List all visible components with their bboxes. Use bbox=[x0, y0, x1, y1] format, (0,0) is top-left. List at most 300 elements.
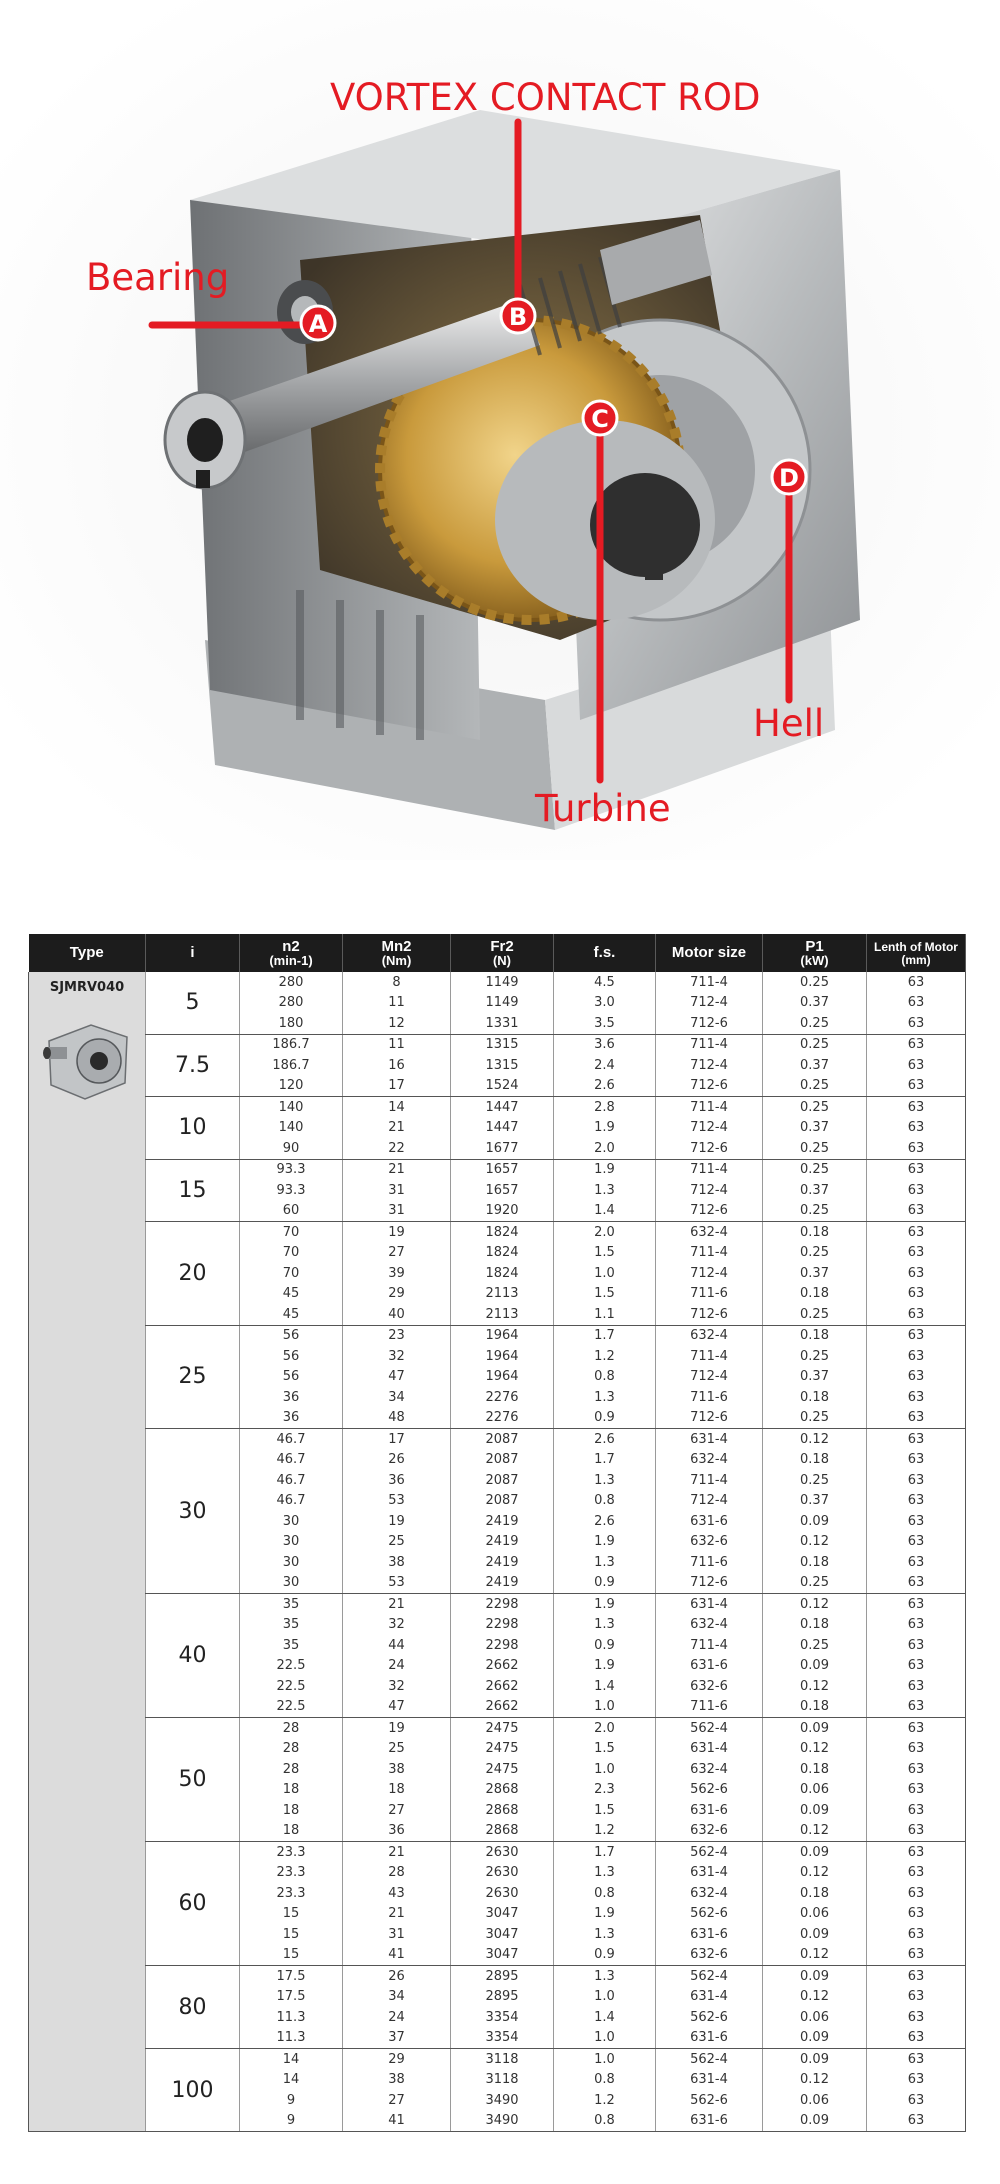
mn2-cell: 32 bbox=[343, 1676, 451, 1697]
fr2-cell: 1524 bbox=[451, 1076, 554, 1097]
motor-length-cell: 63 bbox=[867, 1408, 966, 1429]
header-p1 bbox=[763, 934, 867, 972]
motor-size-cell: 631-4 bbox=[656, 1739, 763, 1760]
fr2-cell: 2662 bbox=[451, 1697, 554, 1718]
n2-cell: 14 bbox=[240, 2049, 343, 2070]
ratio-cell: 50 bbox=[146, 1718, 240, 1842]
n2-cell: 17.5 bbox=[240, 1987, 343, 2008]
motor-size-cell: 712-6 bbox=[656, 1573, 763, 1594]
p1-cell: 0.09 bbox=[763, 2028, 867, 2049]
motor-size-cell: 711-6 bbox=[656, 1387, 763, 1408]
p1-cell: 0.09 bbox=[763, 2111, 867, 2132]
n2-cell: 70 bbox=[240, 1263, 343, 1284]
mn2-cell: 31 bbox=[343, 1924, 451, 1945]
motor-size-cell: 712-4 bbox=[656, 1118, 763, 1139]
n2-cell: 46.7 bbox=[240, 1429, 343, 1450]
n2-cell: 56 bbox=[240, 1325, 343, 1346]
ratio-cell: 100 bbox=[146, 2049, 240, 2132]
n2-cell: 140 bbox=[240, 1118, 343, 1139]
motor-length-cell: 63 bbox=[867, 2111, 966, 2132]
motor-length-cell: 63 bbox=[867, 1718, 966, 1739]
fr2-cell: 1149 bbox=[451, 972, 554, 993]
fr2-cell: 2662 bbox=[451, 1676, 554, 1697]
header-n2 bbox=[240, 934, 343, 972]
marker-b-label: B bbox=[508, 303, 528, 331]
p1-cell: 0.12 bbox=[763, 1676, 867, 1697]
spec-table bbox=[28, 934, 966, 2132]
motor-length-cell: 63 bbox=[867, 1470, 966, 1491]
fr2-cell: 2868 bbox=[451, 1821, 554, 1842]
motor-size-cell: 711-6 bbox=[656, 1284, 763, 1305]
motor-size-cell: 712-4 bbox=[656, 1180, 763, 1201]
motor-size-cell: 562-6 bbox=[656, 2090, 763, 2111]
n2-cell: 90 bbox=[240, 1138, 343, 1159]
motor-length-cell: 63 bbox=[867, 1346, 966, 1367]
motor-size-cell: 562-4 bbox=[656, 1842, 763, 1863]
fs-cell: 1.5 bbox=[554, 1739, 656, 1760]
n2-cell: 9 bbox=[240, 2090, 343, 2111]
p1-cell: 0.25 bbox=[763, 1304, 867, 1325]
motor-length-cell: 63 bbox=[867, 1883, 966, 1904]
fs-cell: 1.3 bbox=[554, 1924, 656, 1945]
n2-cell: 56 bbox=[240, 1346, 343, 1367]
fr2-cell: 2087 bbox=[451, 1429, 554, 1450]
fr2-cell: 1331 bbox=[451, 1013, 554, 1034]
fs-cell: 1.9 bbox=[554, 1118, 656, 1139]
n2-cell: 11.3 bbox=[240, 2007, 343, 2028]
mn2-cell: 22 bbox=[343, 1138, 451, 1159]
motor-length-cell: 63 bbox=[867, 1800, 966, 1821]
table-row bbox=[29, 1594, 966, 1615]
motor-size-cell: 632-6 bbox=[656, 1532, 763, 1553]
n2-cell: 30 bbox=[240, 1532, 343, 1553]
motor-length-cell: 63 bbox=[867, 1243, 966, 1264]
p1-cell: 0.37 bbox=[763, 1491, 867, 1512]
header-motor-length-unit: (mm) bbox=[901, 952, 931, 967]
header-n2-unit: (min-1) bbox=[269, 952, 313, 968]
header-p1-unit: (kW) bbox=[800, 952, 829, 968]
fs-cell: 2.0 bbox=[554, 1138, 656, 1159]
table-row bbox=[29, 1966, 966, 1987]
mn2-cell: 21 bbox=[343, 1118, 451, 1139]
fr2-cell: 3118 bbox=[451, 2070, 554, 2091]
fs-cell: 2.6 bbox=[554, 1076, 656, 1097]
n2-cell: 45 bbox=[240, 1304, 343, 1325]
n2-cell: 35 bbox=[240, 1635, 343, 1656]
fr2-cell: 3354 bbox=[451, 2007, 554, 2028]
table-row bbox=[29, 1034, 966, 1055]
fr2-cell: 1447 bbox=[451, 1118, 554, 1139]
n2-cell: 22.5 bbox=[240, 1676, 343, 1697]
p1-cell: 0.37 bbox=[763, 1055, 867, 1076]
fr2-cell: 2630 bbox=[451, 1863, 554, 1884]
mn2-cell: 47 bbox=[343, 1367, 451, 1388]
n2-cell: 17.5 bbox=[240, 1966, 343, 1987]
motor-length-cell: 63 bbox=[867, 1222, 966, 1243]
fs-cell: 1.3 bbox=[554, 1863, 656, 1884]
mn2-cell: 48 bbox=[343, 1408, 451, 1429]
motor-size-cell: 712-6 bbox=[656, 1076, 763, 1097]
motor-length-cell: 63 bbox=[867, 993, 966, 1014]
motor-length-cell: 63 bbox=[867, 1739, 966, 1760]
header-fs: f.s. bbox=[554, 934, 656, 972]
mn2-cell: 34 bbox=[343, 1987, 451, 2008]
p1-cell: 0.25 bbox=[763, 1346, 867, 1367]
header-motor-length bbox=[867, 934, 966, 972]
p1-cell: 0.12 bbox=[763, 2070, 867, 2091]
mn2-cell: 27 bbox=[343, 1243, 451, 1264]
header-n2-label: n2 bbox=[282, 937, 300, 955]
motor-length-cell: 63 bbox=[867, 1635, 966, 1656]
motor-length-cell: 63 bbox=[867, 1552, 966, 1573]
motor-length-cell: 63 bbox=[867, 1138, 966, 1159]
mn2-cell: 11 bbox=[343, 1034, 451, 1055]
motor-length-cell: 63 bbox=[867, 1780, 966, 1801]
motor-length-cell: 63 bbox=[867, 1676, 966, 1697]
n2-cell: 70 bbox=[240, 1243, 343, 1264]
p1-cell: 0.25 bbox=[763, 1097, 867, 1118]
mn2-cell: 29 bbox=[343, 1284, 451, 1305]
fr2-cell: 1964 bbox=[451, 1325, 554, 1346]
motor-size-cell: 711-4 bbox=[656, 1097, 763, 1118]
mn2-cell: 40 bbox=[343, 1304, 451, 1325]
fr2-cell: 2087 bbox=[451, 1450, 554, 1471]
motor-length-cell: 63 bbox=[867, 1097, 966, 1118]
fs-cell: 1.9 bbox=[554, 1904, 656, 1925]
marker-d-label: D bbox=[779, 464, 799, 492]
p1-cell: 0.09 bbox=[763, 1842, 867, 1863]
callout-vortex-contact-rod: VORTEX CONTACT ROD bbox=[330, 76, 761, 119]
ratio-cell: 40 bbox=[146, 1594, 240, 1718]
fr2-cell: 2419 bbox=[451, 1511, 554, 1532]
motor-length-cell: 63 bbox=[867, 1821, 966, 1842]
fs-cell: 1.0 bbox=[554, 2049, 656, 2070]
motor-length-cell: 63 bbox=[867, 1034, 966, 1055]
p1-cell: 0.09 bbox=[763, 1656, 867, 1677]
fr2-cell: 1920 bbox=[451, 1201, 554, 1222]
mn2-cell: 16 bbox=[343, 1055, 451, 1076]
fs-cell: 1.4 bbox=[554, 2007, 656, 2028]
motor-size-cell: 712-4 bbox=[656, 1491, 763, 1512]
n2-cell: 45 bbox=[240, 1284, 343, 1305]
fr2-cell: 2475 bbox=[451, 1739, 554, 1760]
fs-cell: 0.8 bbox=[554, 2111, 656, 2132]
motor-length-cell: 63 bbox=[867, 2007, 966, 2028]
motor-length-cell: 63 bbox=[867, 1429, 966, 1450]
p1-cell: 0.12 bbox=[763, 1821, 867, 1842]
mn2-cell: 18 bbox=[343, 1780, 451, 1801]
p1-cell: 0.37 bbox=[763, 993, 867, 1014]
mn2-cell: 21 bbox=[343, 1159, 451, 1180]
n2-cell: 18 bbox=[240, 1821, 343, 1842]
n2-cell: 36 bbox=[240, 1408, 343, 1429]
n2-cell: 18 bbox=[240, 1800, 343, 1821]
type-name: SJMRV040 bbox=[49, 980, 125, 995]
fs-cell: 1.9 bbox=[554, 1656, 656, 1677]
mn2-cell: 23 bbox=[343, 1325, 451, 1346]
n2-cell: 15 bbox=[240, 1945, 343, 1966]
motor-size-cell: 711-4 bbox=[656, 1470, 763, 1491]
table-row bbox=[29, 1222, 966, 1243]
mn2-cell: 19 bbox=[343, 1718, 451, 1739]
fs-cell: 2.8 bbox=[554, 1097, 656, 1118]
fr2-cell: 1824 bbox=[451, 1222, 554, 1243]
motor-size-cell: 712-6 bbox=[656, 1408, 763, 1429]
motor-length-cell: 63 bbox=[867, 1945, 966, 1966]
motor-length-cell: 63 bbox=[867, 1511, 966, 1532]
mn2-cell: 25 bbox=[343, 1532, 451, 1553]
n2-cell: 15 bbox=[240, 1904, 343, 1925]
motor-size-cell: 562-4 bbox=[656, 1718, 763, 1739]
mn2-cell: 32 bbox=[343, 1346, 451, 1367]
n2-cell: 46.7 bbox=[240, 1491, 343, 1512]
callout-bearing: Bearing bbox=[86, 256, 230, 299]
fr2-cell: 2895 bbox=[451, 1966, 554, 1987]
n2-cell: 30 bbox=[240, 1511, 343, 1532]
fs-cell: 1.1 bbox=[554, 1304, 656, 1325]
fr2-cell: 1824 bbox=[451, 1243, 554, 1264]
n2-cell: 11.3 bbox=[240, 2028, 343, 2049]
n2-cell: 280 bbox=[240, 972, 343, 993]
p1-cell: 0.18 bbox=[763, 1883, 867, 1904]
fs-cell: 1.9 bbox=[554, 1159, 656, 1180]
motor-size-cell: 711-4 bbox=[656, 1243, 763, 1264]
motor-size-cell: 711-4 bbox=[656, 1159, 763, 1180]
fs-cell: 1.9 bbox=[554, 1532, 656, 1553]
fr2-cell: 3047 bbox=[451, 1904, 554, 1925]
mn2-cell: 12 bbox=[343, 1013, 451, 1034]
n2-cell: 28 bbox=[240, 1718, 343, 1739]
p1-cell: 0.18 bbox=[763, 1450, 867, 1471]
ratio-cell: 80 bbox=[146, 1966, 240, 2049]
mn2-cell: 8 bbox=[343, 972, 451, 993]
p1-cell: 0.25 bbox=[763, 1408, 867, 1429]
ratio-cell: 20 bbox=[146, 1222, 240, 1326]
mn2-cell: 34 bbox=[343, 1387, 451, 1408]
mn2-cell: 19 bbox=[343, 1222, 451, 1243]
n2-cell: 30 bbox=[240, 1573, 343, 1594]
header-fr2-label: Fr2 bbox=[490, 937, 514, 955]
n2-cell: 15 bbox=[240, 1924, 343, 1945]
motor-length-cell: 63 bbox=[867, 1594, 966, 1615]
fs-cell: 1.3 bbox=[554, 1552, 656, 1573]
ratio-cell: 7.5 bbox=[146, 1034, 240, 1097]
fr2-cell: 3354 bbox=[451, 2028, 554, 2049]
ratio-cell: 10 bbox=[146, 1097, 240, 1160]
ratio-cell: 15 bbox=[146, 1159, 240, 1222]
p1-cell: 0.12 bbox=[763, 1945, 867, 1966]
n2-cell: 23.3 bbox=[240, 1883, 343, 1904]
motor-size-cell: 562-6 bbox=[656, 1780, 763, 1801]
motor-size-cell: 632-4 bbox=[656, 1615, 763, 1636]
fr2-cell: 2868 bbox=[451, 1780, 554, 1801]
mn2-cell: 21 bbox=[343, 1904, 451, 1925]
motor-length-cell: 63 bbox=[867, 2028, 966, 2049]
motor-size-cell: 711-4 bbox=[656, 1346, 763, 1367]
header-mn2-unit: (Nm) bbox=[381, 952, 412, 968]
fs-cell: 1.3 bbox=[554, 1180, 656, 1201]
n2-cell: 23.3 bbox=[240, 1863, 343, 1884]
n2-cell: 22.5 bbox=[240, 1697, 343, 1718]
motor-size-cell: 711-6 bbox=[656, 1552, 763, 1573]
n2-cell: 60 bbox=[240, 1201, 343, 1222]
fs-cell: 0.9 bbox=[554, 1945, 656, 1966]
fs-cell: 0.9 bbox=[554, 1408, 656, 1429]
mn2-cell: 14 bbox=[343, 1097, 451, 1118]
mn2-cell: 53 bbox=[343, 1573, 451, 1594]
n2-cell: 140 bbox=[240, 1097, 343, 1118]
fs-cell: 2.6 bbox=[554, 1429, 656, 1450]
header-motor-length-label: Lenth of Motor bbox=[874, 939, 958, 954]
spec-table-body bbox=[29, 972, 966, 2132]
mn2-cell: 41 bbox=[343, 2111, 451, 2132]
n2-cell: 93.3 bbox=[240, 1159, 343, 1180]
motor-length-cell: 63 bbox=[867, 1367, 966, 1388]
motor-size-cell: 712-6 bbox=[656, 1138, 763, 1159]
motor-size-cell: 712-6 bbox=[656, 1013, 763, 1034]
fs-cell: 3.6 bbox=[554, 1034, 656, 1055]
fr2-cell: 1149 bbox=[451, 993, 554, 1014]
table-row bbox=[29, 1097, 966, 1118]
mn2-cell: 29 bbox=[343, 2049, 451, 2070]
motor-size-cell: 711-6 bbox=[656, 1697, 763, 1718]
fr2-cell: 3118 bbox=[451, 2049, 554, 2070]
motor-length-cell: 63 bbox=[867, 1656, 966, 1677]
mn2-cell: 27 bbox=[343, 2090, 451, 2111]
table-row bbox=[29, 2049, 966, 2070]
motor-length-cell: 63 bbox=[867, 1013, 966, 1034]
marker-a-label: A bbox=[308, 310, 328, 338]
motor-length-cell: 63 bbox=[867, 2049, 966, 2070]
mn2-cell: 47 bbox=[343, 1697, 451, 1718]
fr2-cell: 2276 bbox=[451, 1387, 554, 1408]
fs-cell: 1.5 bbox=[554, 1243, 656, 1264]
gearbox-thumbnail-icon bbox=[41, 1011, 133, 1103]
motor-length-cell: 63 bbox=[867, 1387, 966, 1408]
mn2-cell: 36 bbox=[343, 1470, 451, 1491]
mn2-cell: 37 bbox=[343, 2028, 451, 2049]
n2-cell: 36 bbox=[240, 1387, 343, 1408]
n2-cell: 93.3 bbox=[240, 1180, 343, 1201]
n2-cell: 280 bbox=[240, 993, 343, 1014]
gearbox-illustration bbox=[0, 0, 1000, 860]
fr2-cell: 1657 bbox=[451, 1159, 554, 1180]
motor-length-cell: 63 bbox=[867, 1615, 966, 1636]
marker-c-label: C bbox=[591, 405, 609, 433]
p1-cell: 0.18 bbox=[763, 1697, 867, 1718]
p1-cell: 0.37 bbox=[763, 1367, 867, 1388]
n2-cell: 35 bbox=[240, 1594, 343, 1615]
mn2-cell: 17 bbox=[343, 1076, 451, 1097]
table-row bbox=[29, 972, 966, 993]
mn2-cell: 28 bbox=[343, 1863, 451, 1884]
mn2-cell: 36 bbox=[343, 1821, 451, 1842]
motor-size-cell: 562-6 bbox=[656, 1904, 763, 1925]
callout-hell: Hell bbox=[753, 702, 825, 745]
table-row bbox=[29, 1429, 966, 1450]
fr2-cell: 3047 bbox=[451, 1924, 554, 1945]
ratio-cell: 60 bbox=[146, 1842, 240, 1966]
p1-cell: 0.25 bbox=[763, 1243, 867, 1264]
motor-size-cell: 631-6 bbox=[656, 2028, 763, 2049]
motor-size-cell: 712-4 bbox=[656, 1263, 763, 1284]
fr2-cell: 2868 bbox=[451, 1800, 554, 1821]
mn2-cell: 31 bbox=[343, 1180, 451, 1201]
type-cell bbox=[29, 972, 146, 2132]
fs-cell: 2.0 bbox=[554, 1222, 656, 1243]
fr2-cell: 2419 bbox=[451, 1552, 554, 1573]
fs-cell: 0.9 bbox=[554, 1635, 656, 1656]
p1-cell: 0.06 bbox=[763, 2007, 867, 2028]
motor-length-cell: 63 bbox=[867, 1450, 966, 1471]
mn2-cell: 27 bbox=[343, 1800, 451, 1821]
motor-size-cell: 631-4 bbox=[656, 2070, 763, 2091]
fr2-cell: 2419 bbox=[451, 1573, 554, 1594]
fr2-cell: 2475 bbox=[451, 1759, 554, 1780]
p1-cell: 0.25 bbox=[763, 1076, 867, 1097]
mn2-cell: 44 bbox=[343, 1635, 451, 1656]
ratio-cell: 25 bbox=[146, 1325, 240, 1429]
motor-length-cell: 63 bbox=[867, 1491, 966, 1512]
header-type: Type bbox=[29, 934, 146, 972]
fr2-cell: 1315 bbox=[451, 1055, 554, 1076]
motor-size-cell: 631-6 bbox=[656, 1924, 763, 1945]
fs-cell: 0.8 bbox=[554, 1367, 656, 1388]
fs-cell: 1.7 bbox=[554, 1842, 656, 1863]
motor-length-cell: 63 bbox=[867, 1904, 966, 1925]
motor-size-cell: 631-6 bbox=[656, 1656, 763, 1677]
fs-cell: 1.3 bbox=[554, 1615, 656, 1636]
table-row bbox=[29, 1842, 966, 1863]
fr2-cell: 3490 bbox=[451, 2111, 554, 2132]
table-row bbox=[29, 1325, 966, 1346]
fr2-cell: 3490 bbox=[451, 2090, 554, 2111]
motor-size-cell: 631-4 bbox=[656, 1594, 763, 1615]
p1-cell: 0.12 bbox=[763, 1863, 867, 1884]
fs-cell: 1.2 bbox=[554, 1821, 656, 1842]
motor-length-cell: 63 bbox=[867, 1201, 966, 1222]
mn2-cell: 38 bbox=[343, 2070, 451, 2091]
p1-cell: 0.09 bbox=[763, 1924, 867, 1945]
p1-cell: 0.25 bbox=[763, 1138, 867, 1159]
n2-cell: 30 bbox=[240, 1552, 343, 1573]
p1-cell: 0.12 bbox=[763, 1739, 867, 1760]
motor-length-cell: 63 bbox=[867, 1118, 966, 1139]
motor-length-cell: 63 bbox=[867, 1159, 966, 1180]
n2-cell: 18 bbox=[240, 1780, 343, 1801]
header-p1-label: P1 bbox=[805, 937, 824, 955]
header-fr2 bbox=[451, 934, 554, 972]
mn2-cell: 17 bbox=[343, 1429, 451, 1450]
fs-cell: 1.3 bbox=[554, 1387, 656, 1408]
p1-cell: 0.25 bbox=[763, 1159, 867, 1180]
mn2-cell: 19 bbox=[343, 1511, 451, 1532]
p1-cell: 0.12 bbox=[763, 1594, 867, 1615]
n2-cell: 28 bbox=[240, 1759, 343, 1780]
motor-size-cell: 631-6 bbox=[656, 1800, 763, 1821]
p1-cell: 0.12 bbox=[763, 1987, 867, 2008]
fs-cell: 2.0 bbox=[554, 1718, 656, 1739]
motor-size-cell: 631-4 bbox=[656, 1429, 763, 1450]
p1-cell: 0.09 bbox=[763, 2049, 867, 2070]
mn2-cell: 53 bbox=[343, 1491, 451, 1512]
fr2-cell: 2298 bbox=[451, 1635, 554, 1656]
mn2-cell: 21 bbox=[343, 1842, 451, 1863]
motor-size-cell: 632-6 bbox=[656, 1676, 763, 1697]
header-mn2-label: Mn2 bbox=[381, 937, 412, 955]
fs-cell: 1.9 bbox=[554, 1594, 656, 1615]
n2-cell: 35 bbox=[240, 1615, 343, 1636]
